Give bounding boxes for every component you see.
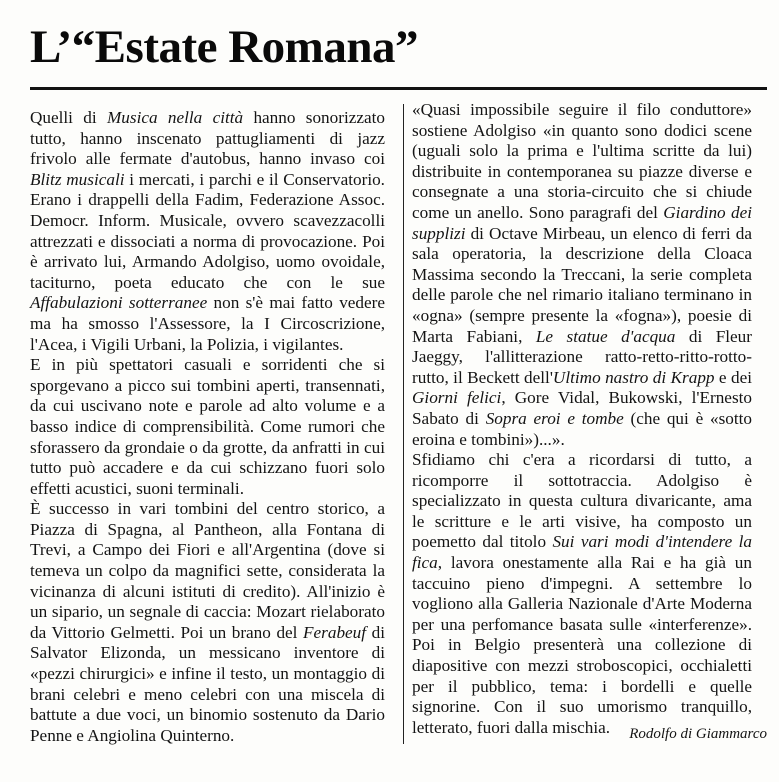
left-column	[30, 108, 385, 746]
right-column	[412, 100, 752, 738]
title-rule	[30, 87, 767, 90]
italic-title-text: Sui vari modi d'intendere la fica	[412, 532, 752, 573]
body-text: e dei	[714, 367, 752, 387]
body-text: di Octave Mirbeau, un elenco di ferri da sala operatoria, la descrizione della Cloaca Massima secondo la Treccani, la serie completa delle parole che nel rimario italiano terminano in «ogna» (sempre presente la «fogna»), poesie di Marta Fabiani,	[412, 223, 752, 346]
column-divider	[403, 104, 404, 744]
italic-title-text: Sopra eroi e tombe	[485, 408, 624, 428]
article-paragraph	[30, 355, 385, 499]
article-paragraph	[412, 450, 752, 738]
italic-title-text: Ultimo nastro di Krapp	[552, 367, 715, 387]
body-text: E in più spettatori casuali e sorridenti che si sporgevano a picco sui tombini aperti, transennati, da cui uscivano note e parole ad alto volume e a basso indice di comprensibilità. Come rumori che sforassero da grondaie o da grotte, da anfratti in cui tutto può accadere e da cui schizzano fuori solo effetti acustici, suoni terminali.	[30, 355, 385, 498]
body-text: Sfidiamo chi c'era a ricordarsi di tutto, a ricomporre il sottotraccia. Adolgiso è specializzato in questa cultura divaricante, ama le scritture e le arti visive, ha composto un poemetto dal titolo	[412, 450, 752, 552]
article-paragraph	[412, 100, 752, 450]
body-text: Quelli di	[30, 108, 107, 127]
body-text: di Salvator Elizonda, un messicano inventore di «pezzi chirurgici» e infine il testo, un montaggio di brani celebri e meno celebri con una miscela di battute a due voci, un binomio sostenuto da Dario Penne e Angiolina Quinterno.	[30, 622, 385, 745]
italic-title-text: Le statue d'acqua	[535, 326, 676, 346]
body-text: , lavora onestamente alla Rai e ha già un taccuino pieno d'impegni. A settembre lo vogliono alla Galleria Nazionale d'Arte Moderna per una perfomance basata sulle «interferenze». Poi in Belgio presenterà una collezione di diapositive con mezzi stroboscopici, occhialetti per il pubblico, tema: i bordelli e quelle signorine. Con il suo umorismo tranquillo, letterato, fuori dalla mischia.	[412, 553, 752, 737]
italic-title-text: Ferabeuf	[303, 622, 367, 642]
body-text: (che qui è «sotto eroina e tombini»)...».	[412, 408, 752, 449]
body-text: È successo in vari tombini del centro storico, a Piazza di Spagna, al Pantheon, alla Fontana di Trevi, a Campo dei Fiori e all'Argentina (dove si temeva un colpo da magnifici sette, considerata la vicinanza di alcuni istituti di credito). All'inizio è un sipario, un segnale di caccia: Mozart rielaborato da Vittorio Gelmetti. Poi un brano del	[30, 499, 385, 642]
italic-title-text: Giorni felici	[412, 388, 502, 408]
author-byline: Rodolfo di Giammarco	[629, 726, 767, 742]
italic-title-text: Blitz musicali	[30, 169, 125, 189]
article-title: L’“Estate Romana”	[30, 21, 418, 73]
body-text: , Gore Vidal, Bukowski, l'Ernesto Sabato di	[412, 388, 752, 428]
article-paragraph	[30, 499, 385, 746]
italic-title-text: Giardino dei supplizi	[412, 202, 752, 243]
italic-title-text: Affabulazioni sotterranee	[30, 293, 208, 313]
body-text: «Quasi impossibile seguire il filo conduttore» sostiene Adolgiso «in quanto sono dodici scene (uguali solo la prima e l'ultima scritte da lui) distribuite in contemporanea su piazze diverse e consegnate a una storia-circuito che si chiude come un anello. Sono paragrafi del	[412, 100, 752, 222]
body-text: i mercati, i parchi e il Conservatorio. Erano i drappelli della Fadim, Federazione Assoc. Democr. Inform. Musicale, ovvero scavezzacolli attrezzati e dissociati a norma di provocazione. Poi è arrivato lui, Armando Adolgiso, uomo ovoidale, taciturno, poeta educato che con le sue	[30, 169, 385, 292]
body-text: non s'è mai fatto vedere ma ha smosso l'Assessore, la I Circoscrizione, l'Acea, i Vigili Urbani, la Polizia, i vigilantes.	[30, 293, 385, 354]
article-paragraph	[30, 108, 385, 355]
body-text: di Fleur Jaeggy, l'allitterazione ratto-retto-ritto-rotto-rutto, il Beckett dell'	[412, 326, 752, 387]
italic-title-text: Musica nella città	[106, 108, 244, 127]
body-text: hanno sonorizzato tutto, hanno inscenato pattugliamenti di jazz frivolo alle fermate d'autobus, hanno invaso coi	[30, 108, 385, 169]
